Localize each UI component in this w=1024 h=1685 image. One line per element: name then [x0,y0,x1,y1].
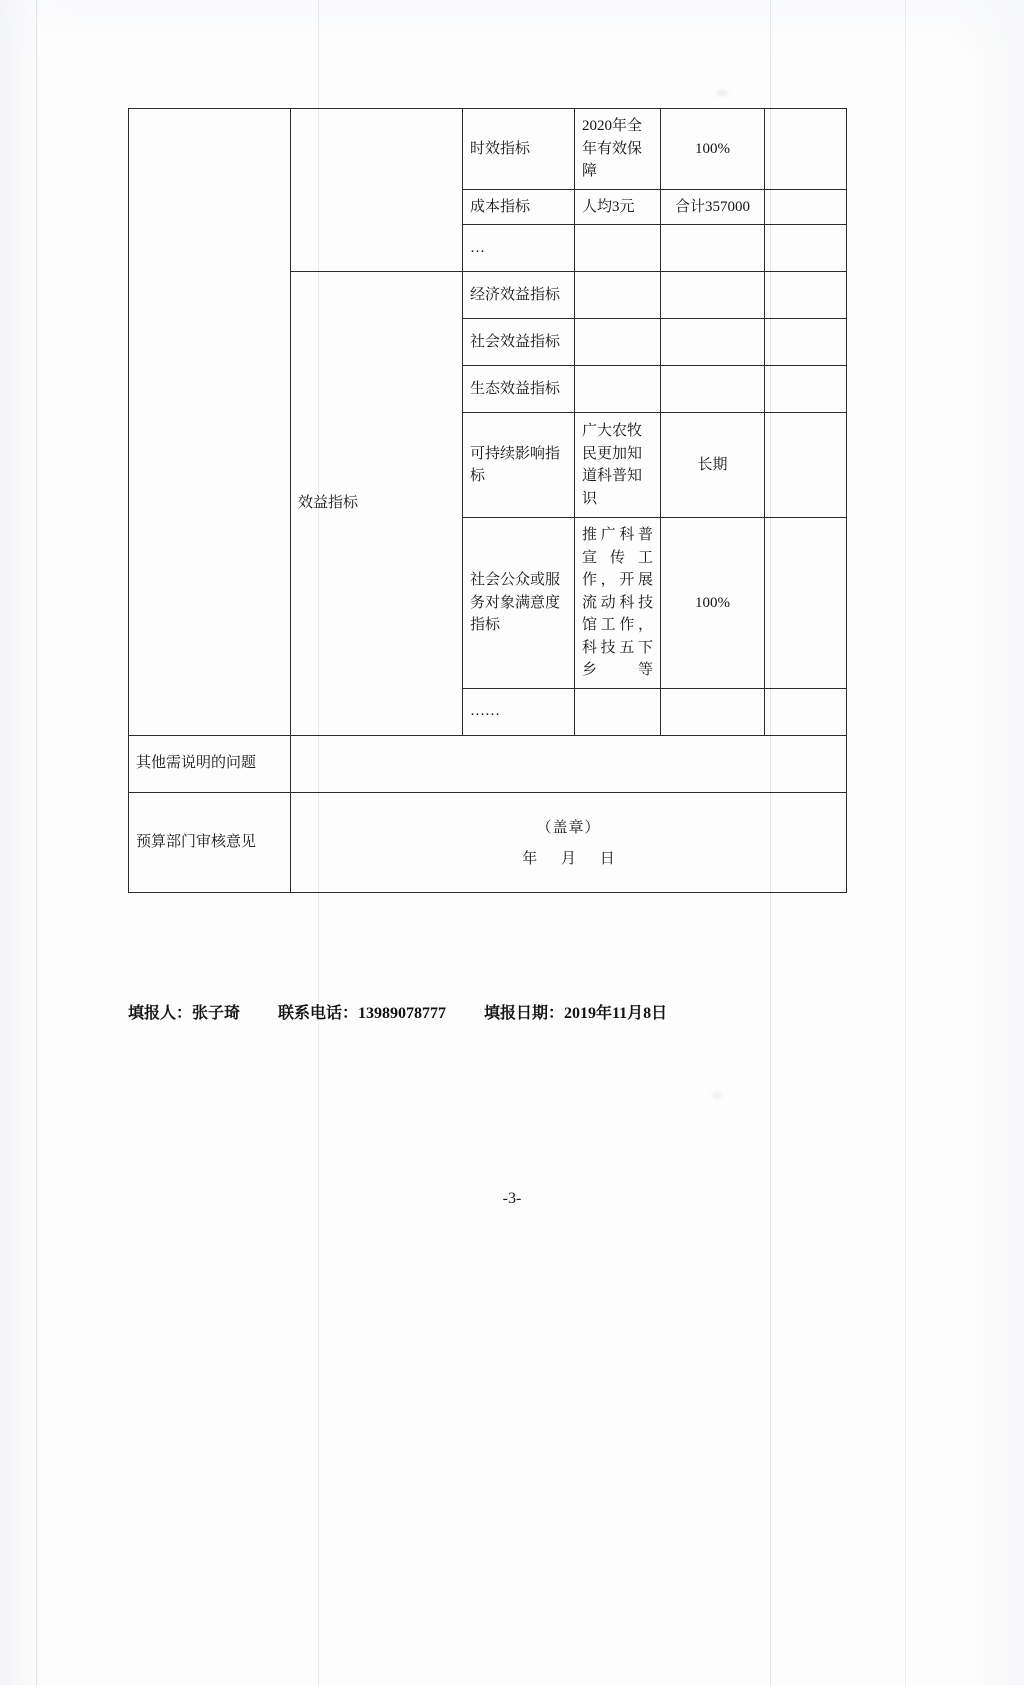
indicator-name: 经济效益指标 [463,272,575,319]
other-notes-value [291,735,847,792]
indicator-value [661,319,765,366]
indicator-name: 可持续影响指标 [463,413,575,518]
indicator-name: 生态效益指标 [463,366,575,413]
scan-artifact-line [905,0,906,1685]
indicator-value: 100% [661,518,765,689]
indicator-value [661,688,765,735]
other-notes-label: 其他需说明的问题 [129,735,291,792]
indicator-value: 合计357000 [661,189,765,225]
review-opinion-label: 预算部门审核意见 [129,792,291,892]
indicator-name: 社会效益指标 [463,319,575,366]
indicator-name: 时效指标 [463,109,575,190]
indicator-extra [765,225,847,272]
indicator-content: 推广科普宣传工作，开展流动科技馆工作，科技五下乡等 [575,518,661,689]
report-date: 填报日期：2019年11月8日 [484,1005,668,1022]
indicator-content: 广大农牧民更加知道科普知识 [575,413,661,518]
table-row-other-notes [129,735,847,792]
indicator-name: 成本指标 [463,189,575,225]
indicator-content [575,319,661,366]
indicator-content: 人均3元 [575,189,661,225]
scan-artifact-line [36,0,37,1685]
seal-text: （盖章） [536,819,601,836]
page-number: -3- [502,1190,522,1207]
reporter-name: 填报人：张子琦 [128,1005,241,1022]
indicator-extra [765,109,847,190]
table-row [129,109,847,190]
indicator-extra [765,319,847,366]
indicator-name: … [463,225,575,272]
review-date-line: 年 月 日 [522,851,625,867]
review-opinion-value [291,792,847,892]
performance-indicator-table [128,108,847,893]
indicator-value: 100% [661,109,765,190]
indicator-name: 社会公众或服务对象满意度指标 [463,518,575,689]
indicator-extra [765,272,847,319]
group-label-benefit-indicator: 效益指标 [291,272,463,736]
indicator-value [661,225,765,272]
indicator-extra [765,189,847,225]
scan-smudge [712,1092,722,1098]
outer-blank-cell [129,109,291,736]
indicator-name: …… [463,688,575,735]
indicator-value [661,272,765,319]
contact-phone: 联系电话：13989078777 [278,1005,447,1022]
indicator-content [575,272,661,319]
indicator-content [575,225,661,272]
table-row-review-opinion [129,792,847,892]
indicator-extra [765,688,847,735]
indicator-content [575,688,661,735]
indicator-value [661,366,765,413]
indicator-content [575,366,661,413]
group-cell-upper [291,109,463,272]
form-footer [128,1000,888,1023]
indicator-content: 2020年全年有效保障 [575,109,661,190]
indicator-value: 长期 [661,413,765,518]
indicator-extra [765,413,847,518]
indicator-extra [765,518,847,689]
scan-smudge [716,90,728,96]
indicator-extra [765,366,847,413]
